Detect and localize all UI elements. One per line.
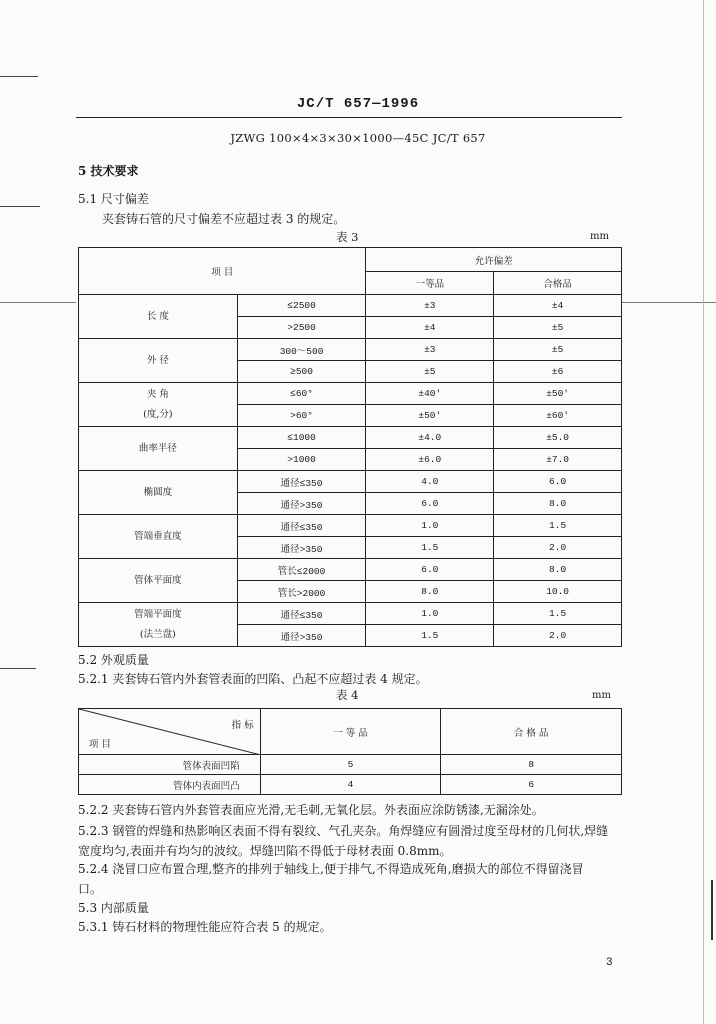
table-3-tolerance: ±5 xyxy=(366,361,494,383)
table-3-condition: 通径≤350 xyxy=(237,603,366,625)
table-3-tolerance: ±50′ xyxy=(494,383,622,405)
table-3-item-name xyxy=(79,339,238,383)
paragraph-5-2-4-line1: 5.2.4 浇冒口应布置合理,整齐的排列于轴线上,便于排气,不得造成死角,磨损大的部位不得留浇冒 xyxy=(78,862,584,876)
table-3-item-label: 椭圆度 xyxy=(143,486,173,498)
table-3-item-name xyxy=(79,471,238,515)
section-5-heading: 5 技术要求 xyxy=(78,164,139,178)
table-3-tolerance: 6.0 xyxy=(366,493,494,515)
table-3-tolerance: ±60′ xyxy=(494,405,622,427)
table-3-tolerance: ±3 xyxy=(366,339,494,361)
table-4-caption: 表 4 xyxy=(336,688,359,702)
table-3-tolerance: ±3 xyxy=(366,295,494,317)
table-3-tolerance: ±4 xyxy=(494,295,622,317)
table-3 xyxy=(78,247,622,647)
table-3-row xyxy=(79,427,622,449)
table-3-header-first: 一等品 xyxy=(366,272,494,295)
table-3-tolerance: ±7.0 xyxy=(494,449,622,471)
table-3-condition: >1000 xyxy=(237,449,366,471)
table-3-tolerance: 8.0 xyxy=(494,493,622,515)
table-3-tolerance: 6.0 xyxy=(494,471,622,493)
table-3-tolerance: 1.5 xyxy=(366,537,494,559)
table-4-header-qualified: 合 格 品 xyxy=(441,709,622,755)
table-3-header-item: 项 目 xyxy=(79,248,366,295)
table-3-row xyxy=(79,559,622,581)
table-3-condition: 通径≤350 xyxy=(237,515,366,537)
table-3-condition: 管长>2000 xyxy=(237,581,366,603)
table-3-condition: ≤1000 xyxy=(237,427,366,449)
table-3-tolerance: 4.0 xyxy=(366,471,494,493)
table-3-unit: mm xyxy=(590,231,609,242)
page-number: 3 xyxy=(606,957,613,969)
table-3-condition: >60° xyxy=(237,405,366,427)
table-3-header-tolerance: 允许偏差 xyxy=(366,248,622,272)
table-3-condition: ≤60° xyxy=(237,383,366,405)
table-3-condition: 通径>350 xyxy=(237,537,366,559)
table-3-tolerance: 2.0 xyxy=(494,625,622,647)
table-3-caption: 表 3 xyxy=(336,230,359,244)
table-3-condition: 300～500 xyxy=(237,339,366,361)
table-3-row xyxy=(79,471,622,493)
product-designation: JZWG 100×4×3×30×1000—45C JC/T 657 xyxy=(230,131,486,145)
table-3-item-name xyxy=(79,295,238,339)
table-3-tolerance: 1.5 xyxy=(366,625,494,647)
scan-mark xyxy=(622,302,716,303)
table-4-header-indicator: 指 标 xyxy=(231,720,254,731)
table-4-cell: 5 xyxy=(260,755,441,775)
section-5-2-1-text: 5.2.1 夹套铸石管内外套管表面的凹陷、凸起不应超过表 4 规定。 xyxy=(78,672,428,686)
header-rule xyxy=(76,117,622,118)
table-3-row xyxy=(79,295,622,317)
table-3-tolerance: ±40′ xyxy=(366,383,494,405)
table-4-diagonal-header xyxy=(79,709,261,755)
table-3-item-label: (度,分) xyxy=(143,408,173,420)
table-3-row xyxy=(79,515,622,537)
table-4-row-label: 管体内表面凹凸 xyxy=(79,775,261,795)
table-4-row-label: 管体表面凹陷 xyxy=(79,755,261,775)
table-3-condition: 通径>350 xyxy=(237,625,366,647)
table-4-cell: 6 xyxy=(441,775,622,795)
table-3-tolerance: 1.5 xyxy=(494,515,622,537)
table-3-item-name xyxy=(79,427,238,471)
table-3-tolerance: 8.0 xyxy=(494,559,622,581)
standard-number: JC/T 657—1996 xyxy=(296,96,420,112)
table-4-cell: 8 xyxy=(441,755,622,775)
paragraph-5-2-2: 5.2.2 夹套铸石管内外套管表面应光滑,无毛刺,无氧化层。外表面应涂防锈漆,无漏涂处。 xyxy=(78,803,544,817)
table-3-condition: 通径≤350 xyxy=(237,471,366,493)
table-3-tolerance: 2.0 xyxy=(494,537,622,559)
scan-mark xyxy=(0,76,38,77)
table-3-condition: ≤2500 xyxy=(237,295,366,317)
table-3-tolerance: ±5.0 xyxy=(494,427,622,449)
table-3-row xyxy=(79,383,622,405)
table-3-item-label: 夹 角 xyxy=(146,388,169,400)
table-3-tolerance: ±5 xyxy=(494,339,622,361)
scan-mark xyxy=(703,0,704,1024)
table-3-tolerance: 10.0 xyxy=(494,581,622,603)
paragraph-5-2-3-line2: 宽度均匀,表面并有均匀的波纹。焊缝凹陷不得低于母材表面 0.8mm。 xyxy=(78,844,452,858)
table-3-tolerance: 1.0 xyxy=(366,603,494,625)
table-3-header-qualified: 合格品 xyxy=(494,272,622,295)
table-3-item-label: 长 度 xyxy=(146,310,169,322)
table-3-tolerance: 1.0 xyxy=(366,515,494,537)
table-3-item-name xyxy=(79,383,238,427)
table-3-row xyxy=(79,339,622,361)
table-4 xyxy=(78,708,622,795)
section-5-1-heading: 5.1 尺寸偏差 xyxy=(78,192,149,206)
table-3-item-label: 曲率半径 xyxy=(138,442,177,454)
paragraph-5-3-1: 5.3.1 铸石材料的物理性能应符合表 5 的规定。 xyxy=(78,920,332,934)
paragraph-5-2-4-line2: 口。 xyxy=(78,882,103,896)
table-3-tolerance: ±6 xyxy=(494,361,622,383)
table-3-tolerance: 6.0 xyxy=(366,559,494,581)
table-3-condition: >2500 xyxy=(237,317,366,339)
table-3-condition: 通径>350 xyxy=(237,493,366,515)
table-4-header-item: 项 目 xyxy=(89,739,112,750)
table-4-header-first: 一 等 品 xyxy=(260,709,441,755)
table-3-item-label: 管端平面度 xyxy=(134,608,182,620)
paragraph-5-2-3-line1: 5.2.3 钢管的焊缝和热影响区表面不得有裂纹、气孔夹杂。角焊缝应有圆滑过度至母材的几何状,焊缝 xyxy=(78,824,609,838)
table-3-item-name xyxy=(79,515,238,559)
table-3-tolerance: 1.5 xyxy=(494,603,622,625)
table-3-row xyxy=(79,603,622,625)
table-3-item-label: 管体平面度 xyxy=(134,574,182,586)
section-5-1-text: 夹套铸石管的尺寸偏差不应超过表 3 的规定。 xyxy=(102,212,346,226)
table-4-unit: mm xyxy=(592,690,611,701)
table-3-item-name xyxy=(79,603,238,647)
scan-mark xyxy=(0,668,36,669)
table-3-condition: 管长≤2000 xyxy=(237,559,366,581)
table-3-item-label: 外 径 xyxy=(146,354,169,366)
table-3-item-label: 管端垂直度 xyxy=(134,530,182,542)
scan-mark xyxy=(711,880,713,940)
table-3-item-label: (法兰盘) xyxy=(139,628,176,640)
table-3-tolerance: ±4.0 xyxy=(366,427,494,449)
table-4-cell: 4 xyxy=(260,775,441,795)
table-3-tolerance: ±4 xyxy=(366,317,494,339)
table-3-tolerance: ±6.0 xyxy=(366,449,494,471)
table-3-condition: ≥500 xyxy=(237,361,366,383)
scan-mark xyxy=(0,206,40,207)
table-3-tolerance: ±5 xyxy=(494,317,622,339)
table-3-tolerance: ±50′ xyxy=(366,405,494,427)
section-5-3-heading: 5.3 内部质量 xyxy=(78,901,149,915)
table-3-item-name xyxy=(79,559,238,603)
scan-mark xyxy=(0,302,76,303)
table-3-tolerance: 8.0 xyxy=(366,581,494,603)
section-5-2-heading: 5.2 外观质量 xyxy=(78,653,149,667)
